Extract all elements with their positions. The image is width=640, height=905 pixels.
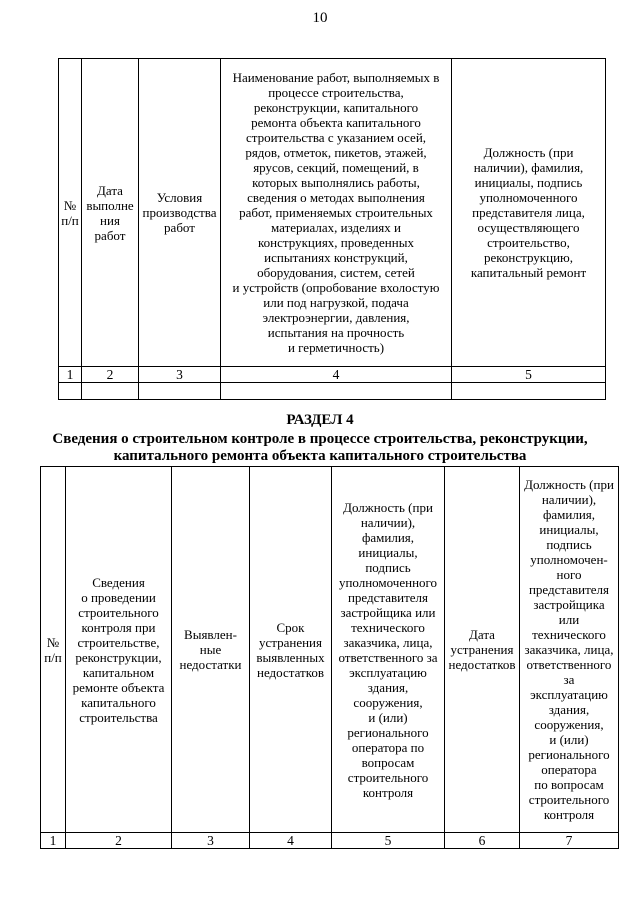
header-text-line: п/п — [61, 212, 79, 228]
empty-cell — [59, 383, 82, 400]
header-text-line: Наименование работ, выполняемых в — [232, 70, 440, 85]
header-text-line: п/п — [44, 649, 62, 665]
header-text-line: за — [563, 672, 575, 687]
header-text-line: материалах, изделиях и — [271, 220, 401, 235]
header-text-line: регионального — [528, 747, 610, 762]
table3-header-cell — [139, 59, 221, 367]
header-text-line: по вопросам — [534, 777, 604, 792]
header-text-line: и устройств (опробование вхолостую — [232, 280, 440, 295]
table4-header-cell — [445, 467, 520, 833]
header-text-line: здания, — [548, 702, 590, 717]
header-text-line: Дата — [97, 182, 123, 198]
header-text-line: капитального — [81, 694, 156, 710]
header-text-line: контроля — [543, 807, 595, 822]
table3-header-cell — [452, 59, 606, 367]
header-text-line: или — [558, 612, 580, 627]
column-number: 2 — [82, 367, 139, 383]
header-text-line: строительство, — [487, 235, 570, 250]
header-text-line: Дата — [469, 627, 495, 642]
column-number: 3 — [139, 367, 221, 383]
header-text-line: технического — [351, 619, 425, 635]
header-text-line: застройщика — [533, 597, 605, 612]
header-text-line: оператора по — [351, 739, 425, 755]
header-text-line: конструкциях, проведенных — [258, 235, 414, 250]
header-text-line: контроля при — [81, 619, 156, 635]
header-text-line: Должность (при — [483, 145, 574, 160]
table4-header-cell — [66, 467, 172, 833]
header-text-line: контроля — [362, 784, 414, 800]
header-text-line: Должность (при — [343, 499, 433, 515]
table4-header-cell — [250, 467, 332, 833]
header-text-line: ремонте объекта — [72, 679, 165, 695]
table4-number-row — [41, 833, 619, 849]
header-text-line: № — [46, 634, 60, 650]
header-text-line: ярусов, секций, помещений, в — [253, 160, 419, 175]
header-text-line: наличии), — [360, 514, 416, 530]
header-text-line: капитальный ремонт — [470, 265, 587, 280]
column-number: 4 — [221, 367, 452, 383]
header-text-line: фамилия, — [542, 507, 596, 522]
header-text-line: регионального — [347, 724, 429, 740]
header-text-line: строительства с указанием осей, — [245, 130, 427, 145]
header-text-line: инициалы, — [539, 522, 599, 537]
header-text-line: сооружения, — [534, 717, 604, 732]
table3-header-cell — [82, 59, 139, 367]
header-text-line: представителя — [347, 589, 429, 605]
header-text-line: наличии), фамилия, — [473, 160, 584, 175]
header-text-line: строительного — [78, 604, 159, 620]
header-text-line: сведения о методах выполнения — [247, 190, 425, 205]
header-text-line: ремонта объекта капитального — [251, 115, 421, 130]
section4-subtitle-line1: Сведения о строительном контроле в процессе строительства, реконструкции, — [52, 431, 588, 447]
header-text-line: недостатков — [448, 657, 516, 672]
table3-number-row — [59, 367, 606, 383]
header-text-line: испытания на прочность — [267, 325, 405, 340]
header-text-line: работ, применяемых строительных — [239, 205, 433, 220]
header-text-line: заказчика, лица, — [524, 642, 614, 657]
column-number: 6 — [445, 833, 520, 849]
header-text-line: № — [63, 197, 77, 213]
header-text-line: Должность (при — [524, 477, 614, 492]
table4-header-cell — [520, 467, 619, 833]
table4-header-cell — [332, 467, 445, 833]
table4-header-cell — [41, 467, 66, 833]
header-text-line: ответственного за — [338, 649, 438, 665]
header-text-line: уполномоченного — [479, 190, 578, 205]
header-text-line: строительного — [528, 792, 610, 807]
header-text-line: уполномоченного — [338, 574, 438, 590]
header-text-line: и герметичность) — [287, 340, 385, 355]
header-text-line: Срок — [276, 619, 305, 635]
empty-cell — [82, 383, 139, 400]
header-text-line: Условия — [156, 190, 203, 205]
header-text-line: капитальном — [82, 664, 155, 680]
header-text-line: выявленных — [256, 649, 325, 665]
section4-heading: РАЗДЕЛ 4 — [286, 412, 354, 428]
empty-cell — [452, 383, 606, 400]
table3-header-row — [59, 59, 606, 367]
column-number: 3 — [172, 833, 250, 849]
header-text-line: испытаниях конструкций, — [264, 250, 408, 265]
header-text-line: эксплуатацию — [530, 687, 608, 702]
header-text-line: недостатков — [256, 664, 324, 680]
empty-cell — [139, 383, 221, 400]
header-text-line: фамилия, — [361, 529, 415, 545]
column-number: 4 — [250, 833, 332, 849]
header-text-line: реконструкции, капитального — [253, 100, 419, 115]
header-text-line: инициалы, подпись — [474, 175, 583, 190]
header-text-line: строительства — [79, 709, 158, 725]
header-text-line: ные — [199, 642, 222, 657]
header-text-line: устранения — [258, 634, 322, 650]
column-number: 7 — [520, 833, 619, 849]
table3-empty-row — [59, 383, 606, 400]
header-text-line: Выявлен- — [184, 627, 237, 642]
header-text-line: заказчика, лица, — [343, 634, 433, 650]
header-text-line: осуществляющего — [477, 220, 580, 235]
header-text-line: оператора — [541, 762, 597, 777]
header-text-line: представителя — [528, 582, 610, 597]
header-text-line: инициалы, — [358, 544, 418, 560]
column-number: 5 — [452, 367, 606, 383]
header-text-line: устранения — [450, 642, 514, 657]
header-text-line: работ — [164, 220, 195, 235]
table4-header-row — [41, 467, 619, 833]
header-text-line: реконструкции, — [75, 649, 162, 665]
column-number: 2 — [66, 833, 172, 849]
header-text-line: подпись — [546, 537, 592, 552]
header-text-line: строительстве, — [77, 634, 160, 650]
page-number: 10 — [312, 10, 328, 26]
header-text-line: сооружения, — [353, 694, 423, 710]
header-text-line: уполномочен- — [530, 552, 608, 567]
section3-table — [58, 58, 606, 400]
header-text-line: о проведении — [81, 589, 156, 605]
column-number: 5 — [332, 833, 445, 849]
table3-header-cell — [59, 59, 82, 367]
header-text-line: или под нагрузкой, подача — [263, 295, 409, 310]
header-text-line: технического — [532, 627, 606, 642]
header-text-line: здания, — [367, 679, 409, 695]
header-text-line: и (или) — [549, 732, 589, 747]
header-text-line: оборудования, систем, сетей — [257, 265, 415, 280]
header-text-line: застройщика или — [340, 604, 436, 620]
header-text-line: ответственного — [526, 657, 612, 672]
header-text-line: электроэнергии, давления, — [262, 310, 410, 325]
header-text-line: производства — [142, 205, 217, 220]
header-text-line: наличии), — [541, 492, 597, 507]
header-text-line: представителя лица, — [472, 205, 585, 220]
section4-table — [40, 466, 619, 849]
header-text-line: подпись — [365, 559, 411, 575]
header-text-line: вопросам — [361, 754, 415, 770]
empty-cell — [221, 383, 452, 400]
header-text-line: реконструкцию, — [483, 250, 573, 265]
header-text-line: эксплуатацию — [349, 664, 427, 680]
header-text-line: ного — [556, 567, 582, 582]
header-text-line: недостатки — [179, 657, 242, 672]
header-text-line: выполнения — [86, 197, 134, 228]
column-number: 1 — [41, 833, 66, 849]
header-text-line: рядов, отметок, пикетов, этажей, — [245, 145, 427, 160]
table4-header-cell — [172, 467, 250, 833]
header-text-line: работ — [94, 227, 126, 243]
table3-header-cell — [221, 59, 452, 367]
column-number: 1 — [59, 367, 82, 383]
section4-subtitle-line2: капитального ремонта объекта капитального строительства — [113, 448, 527, 464]
header-text-line: и (или) — [368, 709, 408, 725]
header-text-line: строительного — [347, 769, 429, 785]
header-text-line: Сведения — [92, 574, 145, 590]
header-text-line: которых выполнялись работы, — [252, 175, 420, 190]
header-text-line: процессе строительства, — [268, 85, 404, 100]
